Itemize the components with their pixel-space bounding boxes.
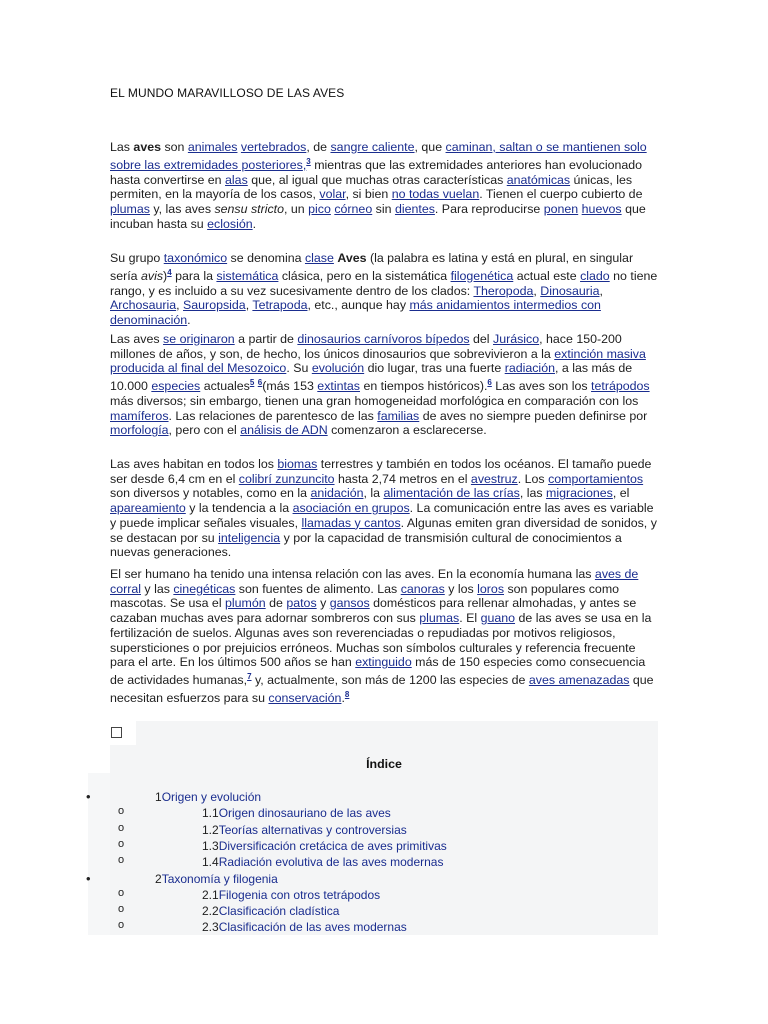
article-link[interactable]: migraciones: [546, 486, 613, 501]
text-run: mientras que las extremidades anteriores han evolucionado hasta convertirse en: [110, 157, 643, 187]
footnote-ref[interactable]: 6: [487, 378, 492, 388]
article-link[interactable]: aves amenazadas: [528, 673, 630, 688]
toc-item-number: 2.1: [202, 888, 219, 902]
text-run: , de: [306, 140, 331, 154]
paragraph-humans: [110, 567, 662, 706]
text-run: , a las más de 10.000: [110, 361, 633, 394]
article-link[interactable]: ponen: [543, 201, 579, 216]
toc-item-label: Origen dinosauriano de las aves: [218, 806, 391, 820]
text-run: . Las relaciones de parentesco de las: [168, 408, 378, 423]
text-run: Aves: [337, 251, 367, 265]
text-run: , las: [519, 486, 547, 501]
text-run: ,: [599, 283, 603, 298]
text-run: son diversos y notables, como en la: [110, 486, 311, 501]
article-link[interactable]: no todas vuelan: [391, 187, 480, 202]
article-link[interactable]: análisis de ADN: [240, 423, 328, 438]
text-run: . El: [459, 611, 481, 626]
article-link[interactable]: dinosaurios carnívoros bípedos: [297, 332, 470, 346]
article-link[interactable]: gansos: [329, 596, 370, 611]
article-link[interactable]: ,: [302, 157, 307, 172]
text-run: , el: [612, 486, 630, 501]
footnote-ref[interactable]: 5: [249, 378, 255, 388]
toc-bullet-strip: [88, 773, 110, 935]
text-run: Las aves habitan en todos los: [110, 457, 278, 471]
text-run: (más 153: [262, 379, 318, 394]
text-run: (la palabra es latina y está en plural, en singular sería: [110, 251, 634, 283]
toc-item-label: Diversificación cretácica de aves primitivas: [218, 839, 447, 853]
article-link[interactable]: Jurásico: [493, 332, 540, 346]
paragraph-intro: [110, 140, 662, 231]
text-run: terrestres y también en todos los océanos. El tamaño puede ser desde 6,4 cm en el: [110, 457, 652, 486]
article-link[interactable]: sangre caliente: [330, 140, 415, 154]
article-link[interactable]: córneo: [334, 201, 373, 216]
toc-bullet-circle-icon: o: [118, 838, 125, 850]
text-run: aves: [133, 140, 161, 154]
toc-bullet-disc-icon: •: [86, 871, 91, 886]
text-run: y por la capacidad de transmisión cultural de conocimientos a nuevas generaciones.: [110, 530, 622, 560]
article-link[interactable]: alimentación de las crías: [383, 486, 520, 501]
toc-item-number: 1.4: [202, 855, 219, 869]
text-run: y, actualmente, son más de 1200 las especies de: [251, 673, 529, 688]
text-run: más diversos; sin embargo, tienen una gran homogeneidad morfológica en comparación con los: [110, 393, 639, 408]
text-run: ,: [533, 283, 541, 298]
article-link[interactable]: Theropoda: [473, 283, 534, 298]
footnote-ref[interactable]: 6: [257, 378, 263, 388]
toc-item[interactable]: [202, 806, 391, 822]
toc-bullet-circle-icon: o: [118, 887, 125, 899]
text-run: que incuban hasta su: [110, 201, 646, 231]
toc-item-label: Origen y evolución: [161, 790, 262, 804]
text-run: para la: [171, 268, 217, 283]
toc-item-label: Clasificación cladística: [218, 904, 340, 918]
article-link[interactable]: eclosión: [207, 216, 253, 231]
text-run: de: [265, 596, 287, 611]
toc-item-number: 2: [155, 872, 162, 886]
article-link[interactable]: patos: [286, 596, 317, 611]
article-link[interactable]: anidación: [310, 486, 364, 501]
text-run: , que: [414, 140, 446, 154]
text-run: y los: [444, 581, 478, 596]
text-run: son fuentes de alimento. Las: [235, 581, 401, 596]
article-link[interactable]: plumón: [225, 596, 266, 611]
article-link[interactable]: animales: [187, 140, 238, 154]
toc-item-number: 1.1: [202, 806, 219, 820]
text-run: . La comunicación entre las aves es variable y puede implicar señales visuales,: [110, 501, 654, 530]
text-run: ,: [176, 298, 184, 313]
article-link[interactable]: clado: [580, 268, 610, 283]
article-link[interactable]: aves de corral: [110, 567, 639, 596]
text-run: comenzaron a esclarecerse.: [327, 423, 487, 438]
article-link[interactable]: evolución: [311, 361, 365, 376]
article-link[interactable]: dientes: [394, 201, 435, 216]
toc-heading: Índice: [366, 757, 402, 771]
article-link[interactable]: anatómicas: [506, 172, 571, 187]
toc-item-number: 2.3: [202, 920, 219, 934]
text-run: sin: [372, 201, 395, 216]
toc-item[interactable]: [202, 920, 407, 936]
text-run: , si bien: [345, 187, 392, 202]
article-link[interactable]: mamíferos: [110, 408, 169, 423]
text-run: de aves no siempre pueden definirse por: [419, 408, 648, 423]
article-link[interactable]: filogenética: [450, 268, 514, 283]
toc-toggle-checkbox[interactable]: [111, 727, 122, 738]
article-link[interactable]: plumas: [110, 201, 150, 216]
text-run: sensu stricto: [214, 201, 285, 216]
toc-item[interactable]: [202, 904, 339, 920]
article-link[interactable]: tetrápodos: [591, 379, 650, 394]
article-link[interactable]: biomas: [277, 457, 318, 471]
toc-item-number: 2.2: [202, 904, 219, 918]
article-link[interactable]: caminan, saltan o se mantienen solo sobre las extremidades posteriores: [110, 140, 647, 172]
article-link[interactable]: inteligencia: [218, 530, 281, 545]
text-run: , hace 150-200 millones de años, y son, de hecho, los únicos dinosaurios que sobrevivieron a la: [110, 332, 622, 361]
toc-item[interactable]: [155, 872, 278, 888]
text-run: . Algunas emiten gran diversidad de sonidos, y se destacan por su: [110, 515, 657, 545]
footnote-sup: [345, 689, 349, 700]
text-run: . Los: [517, 471, 549, 486]
toc-bullet-disc-icon: •: [86, 789, 91, 804]
toc-item-label: Radiación evolutiva de las aves modernas: [218, 855, 444, 869]
article-link[interactable]: cinegéticas: [173, 581, 236, 596]
text-run: clásica, pero en la sistemática: [278, 268, 451, 283]
text-run: de las aves se usa en la fertilización de suelos. Algunas aves son reverenciadas o repudiadas por motivos religiosos, supersticiones o por prejuicios erróneos. Muchas son símbolos culturales y referencia frecuente para el arte. En los últimos 500 años se han: [110, 611, 652, 670]
toc-item[interactable]: [155, 790, 261, 806]
article-link[interactable]: apareamiento: [110, 501, 186, 516]
text-run: . Su: [286, 361, 312, 376]
toc-item-number: 1.2: [202, 823, 219, 837]
article-link[interactable]: pico: [308, 201, 331, 216]
document-title: EL MUNDO MARAVILLOSO DE LAS AVES: [110, 86, 345, 100]
article-link[interactable]: taxonómico: [163, 251, 228, 265]
toc-item-label: Filogenia con otros tetrápodos: [218, 888, 381, 902]
toc-bullet-circle-icon: o: [118, 919, 125, 931]
article-link[interactable]: extinguido: [355, 655, 412, 670]
article-link[interactable]: loros: [477, 581, 505, 596]
article-link[interactable]: guano: [480, 611, 516, 626]
footnote-ref[interactable]: 3: [306, 156, 311, 166]
footnote-ref[interactable]: 4: [167, 267, 172, 277]
text-run: , la: [363, 486, 384, 501]
article-link[interactable]: extinción masiva producida al final del Mesozoico: [110, 346, 646, 376]
text-run: que necesitan esfuerzos para su: [110, 673, 654, 705]
text-run: y: [316, 596, 330, 611]
text-run: en tiempos históricos).: [360, 379, 488, 394]
paragraph-origin: [110, 332, 662, 438]
text-run: únicas, les permiten, en la mayoría de los casos,: [110, 172, 633, 202]
footnote-ref[interactable]: 8: [344, 689, 350, 699]
toc-bullet-circle-icon: o: [118, 822, 125, 834]
text-run: avis: [141, 268, 164, 283]
article-link[interactable]: comportamientos: [548, 471, 644, 486]
text-run: dio lugar, tras una fuerte: [364, 361, 505, 376]
text-run: ): [163, 268, 168, 283]
text-run: Las: [110, 140, 134, 154]
text-run: El ser humano ha tenido una intensa relación con las aves. En la economía humana las: [110, 567, 595, 581]
text-run: a partir de: [234, 332, 298, 346]
article-link[interactable]: huevos: [581, 201, 622, 216]
footnote-ref[interactable]: 7: [247, 671, 252, 681]
article-link[interactable]: más anidamientos intermedios con denominación: [110, 298, 601, 327]
text-run: .: [187, 312, 191, 327]
article-link[interactable]: morfología: [110, 423, 169, 438]
article-link[interactable]: clase: [304, 251, 334, 265]
text-run: , pero con el: [168, 423, 241, 438]
text-run: . Para reproducirse: [434, 201, 544, 216]
toc-bullet-circle-icon: o: [118, 854, 125, 866]
text-run: .: [341, 690, 345, 705]
text-run: se denomina: [227, 251, 305, 265]
text-run: . Tienen el cuerpo cubierto de: [479, 187, 643, 202]
toc-item[interactable]: [202, 855, 443, 871]
toc-bullet-circle-icon: o: [118, 903, 125, 915]
text-run: son: [161, 140, 188, 154]
paragraph-taxonomy: [110, 251, 662, 328]
text-run: y la tendencia a la: [185, 501, 293, 516]
article-link[interactable]: canoras: [400, 581, 445, 596]
text-run: más de 150 especies como consecuencia de actividades humanas,: [110, 655, 646, 688]
toc-item-label: Teorías alternativas y controversias: [218, 823, 407, 837]
article-link[interactable]: conservación: [268, 690, 342, 705]
text-run: domésticos para rellenar almohadas, y antes se cazaban muchas aves para adornar sombreros con sus: [110, 596, 637, 626]
article-link[interactable]: llamadas y cantos: [301, 515, 401, 530]
article-link[interactable]: radiación: [504, 361, 555, 376]
toc-item-number: 1: [155, 790, 162, 804]
text-run: .: [252, 216, 257, 231]
text-run: , etc., aunque hay: [307, 298, 410, 313]
toc-item[interactable]: [202, 823, 407, 839]
article-link[interactable]: Dinosauria: [540, 283, 600, 298]
text-run: Las aves son los: [491, 379, 592, 394]
toc-item[interactable]: [202, 888, 380, 904]
text-run: y las: [140, 581, 174, 596]
text-run: y, las aves: [149, 201, 215, 216]
article-link[interactable]: vertebrados: [240, 140, 307, 154]
text-run: no tiene rango, y es incluido a su vez sucesivamente dentro de los clados:: [110, 268, 658, 298]
article-link[interactable]: volar: [319, 187, 346, 202]
toc-item[interactable]: [202, 839, 447, 855]
text-run: ,: [245, 298, 253, 313]
article-link[interactable]: alas: [225, 172, 248, 187]
article-link[interactable]: se originaron: [163, 332, 235, 346]
article-link[interactable]: colibrí zunzuncito: [238, 471, 335, 486]
toc-item-label: Clasificación de las aves modernas: [218, 920, 407, 934]
article-link[interactable]: sistemática: [216, 268, 279, 283]
text-run: Su grupo: [110, 251, 164, 265]
paragraph-habitat: [110, 457, 662, 560]
toc-item-number: 1.3: [202, 839, 219, 853]
article-link[interactable]: avestruz: [470, 471, 518, 486]
text-run: que, al igual que muchas otras características: [247, 172, 507, 187]
text-run: , un: [284, 201, 309, 216]
article-link[interactable]: extintas: [317, 379, 360, 394]
article-link[interactable]: plumas: [419, 611, 460, 626]
article-link[interactable]: Archosauria: [110, 298, 177, 313]
text-run: actuales: [200, 379, 250, 394]
article-link[interactable]: especies: [151, 379, 201, 394]
article-link[interactable]: asociación en grupos: [292, 501, 410, 516]
article-link[interactable]: Tetrapoda: [252, 298, 308, 313]
text-run: Las aves: [110, 332, 164, 346]
toc-bullet-circle-icon: o: [118, 805, 125, 817]
toc-item-label: Taxonomía y filogenia: [161, 872, 278, 886]
text-run: hasta 2,74 metros en el: [334, 471, 471, 486]
article-link[interactable]: Sauropsida: [183, 298, 246, 313]
text-run: son populares como mascotas. Se usa el: [110, 581, 620, 611]
article-link[interactable]: familias: [377, 408, 420, 423]
text-run: del: [469, 332, 493, 346]
text-run: actual este: [513, 268, 581, 283]
